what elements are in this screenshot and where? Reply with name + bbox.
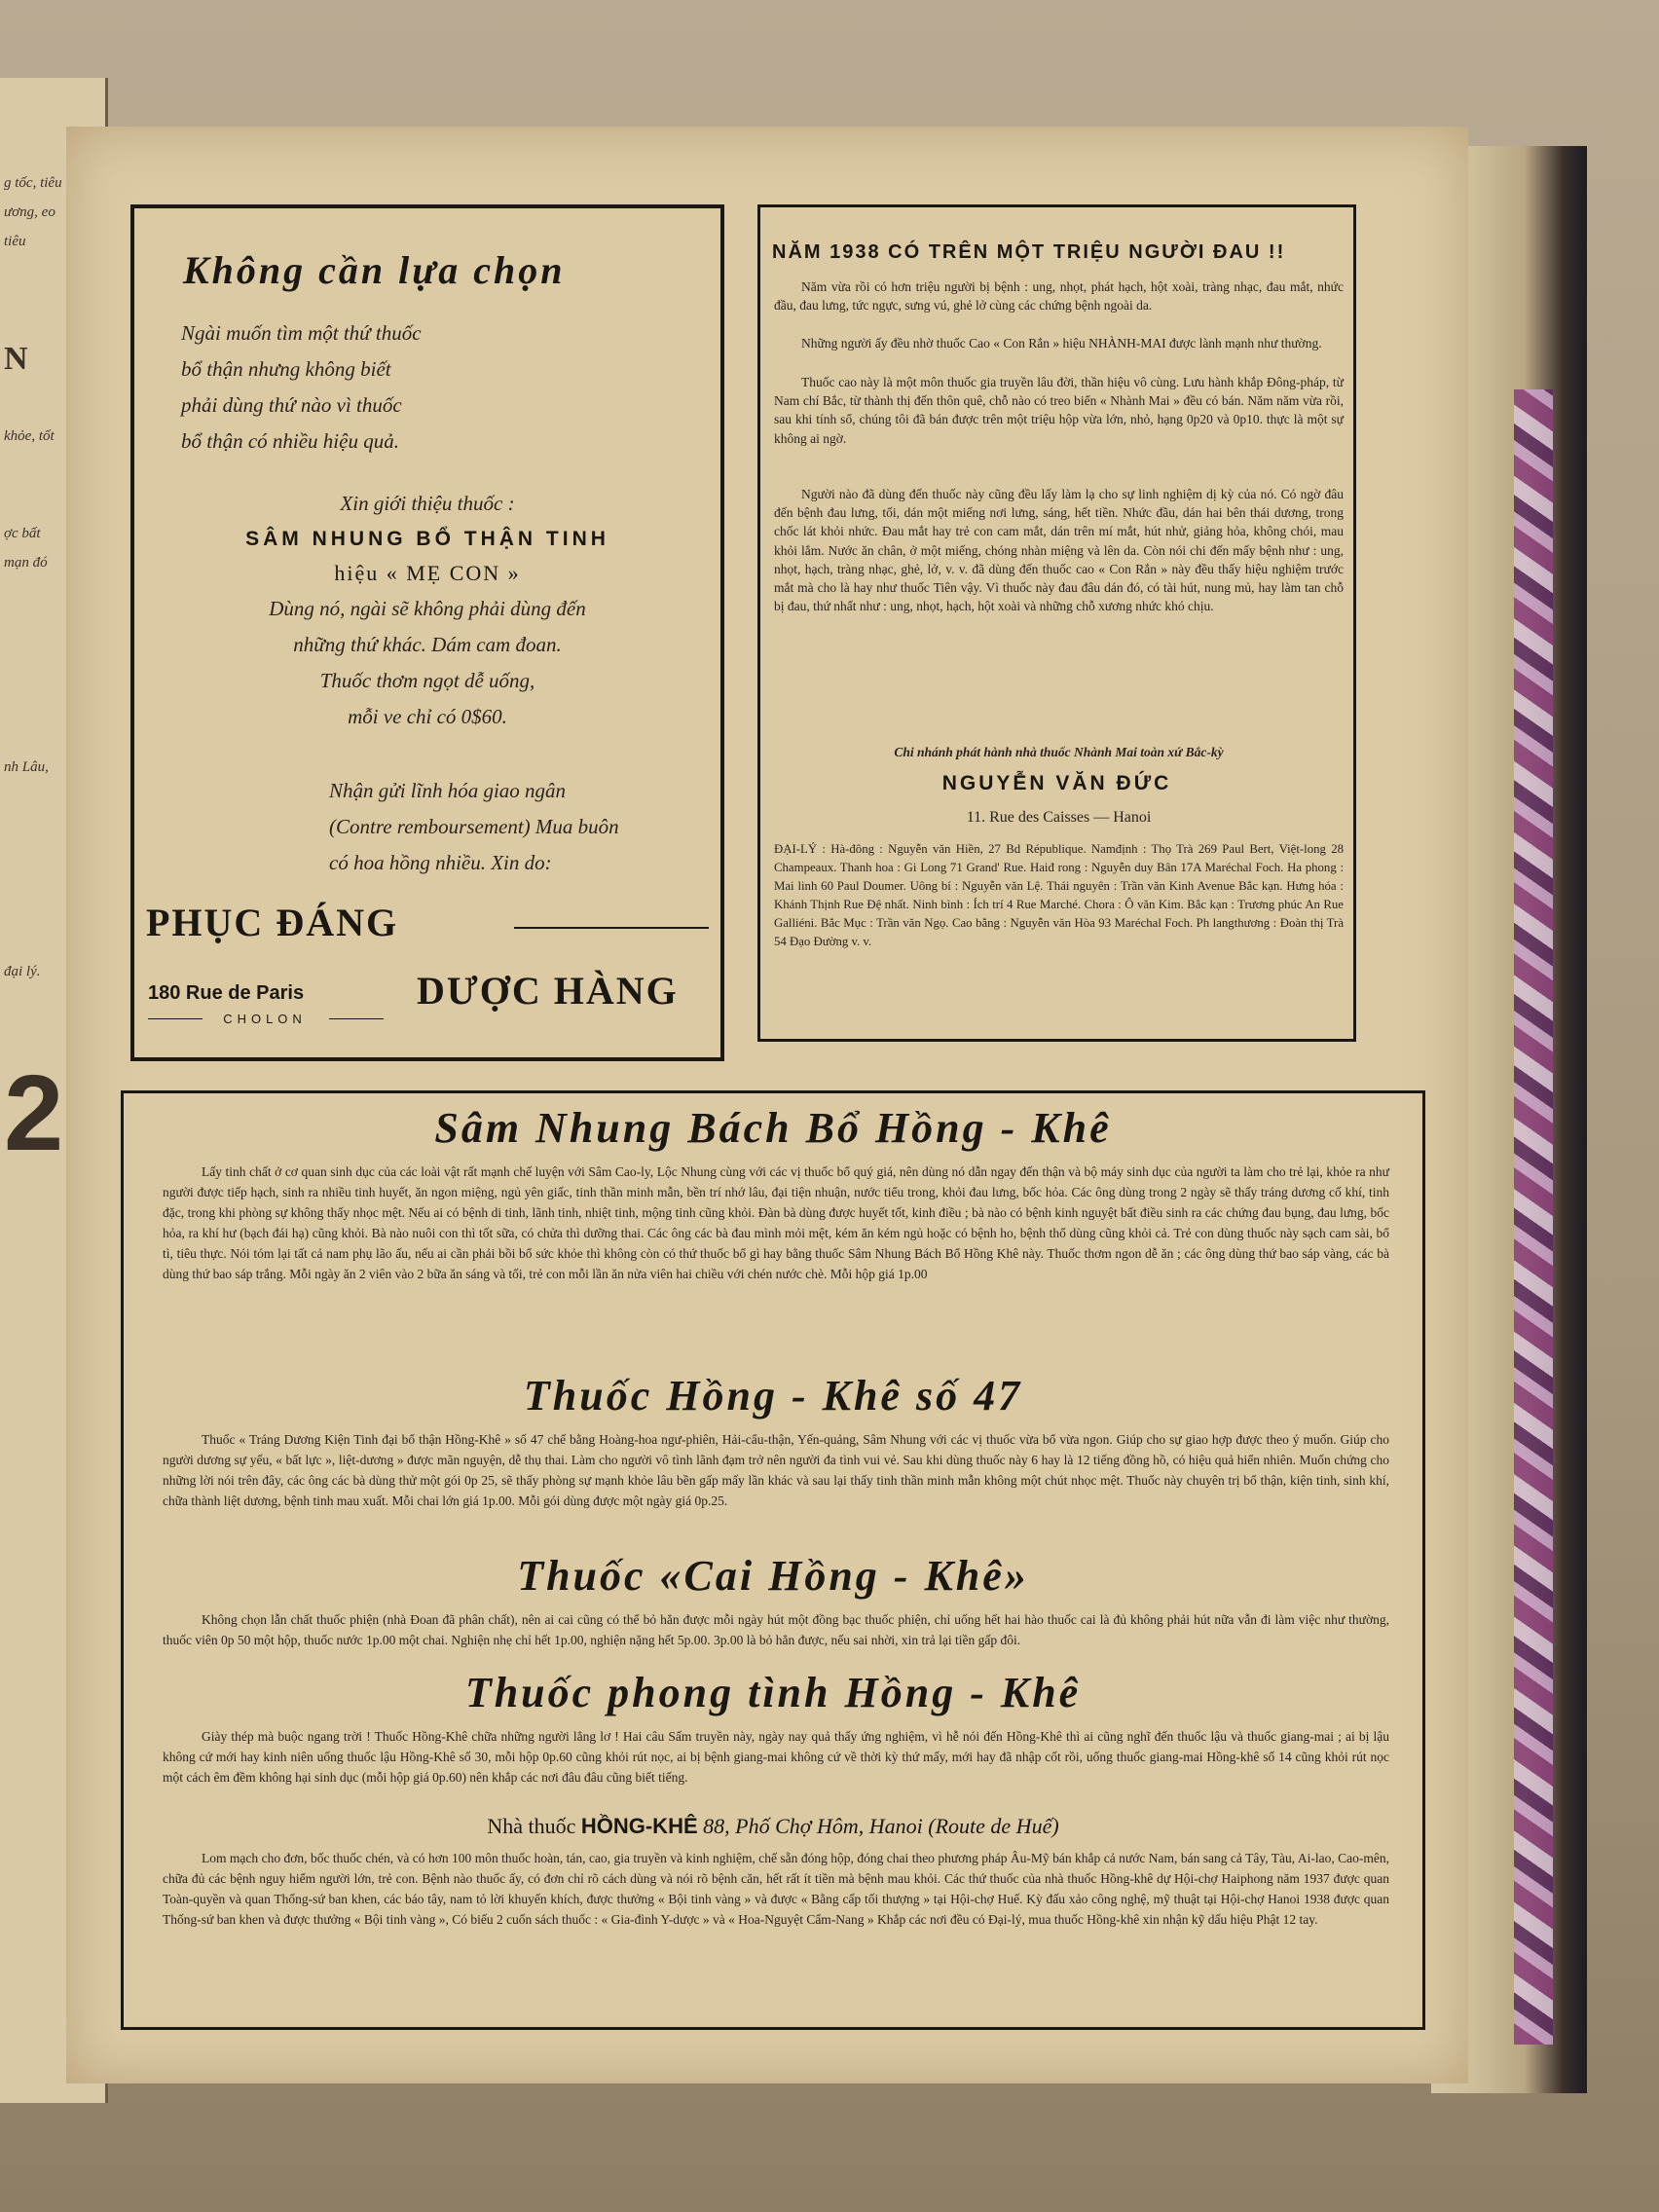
ad-paragraph: Người nào đã dùng đến thuốc này cũng đều lấy làm lạ cho sự linh nghiệm dị kỳ của nó. Có ngờ đâu đến bệnh đau lưng, tối, dán một miếng nơi lưng, sáng, hết tiền. Nhức đầu, dán hai bên thái dương, trong chốc lát khỏi nhức. Đau mắt hay trẻ con cam mắt, dán trên mí mắt, hút nhử, giảng hỏa, không chói, mau khỏi lắm. Nước ăn chân, ở một miếng, chóng nhàn miệng và lên da. Còn nói chi đến mấy bệnh như : ung, nhọt, hạch, tràng nhạc, ghẻ, lở, v. v. đã dùng đến thuốc cao « Con Rắn » này đều thấy hiệu nghiệm trước mắt mà cho là hay như thuốc Tiên vậy. Vì thuốc này đau đâu dán đó, có tài hút, nung mủ, hay làm tan chỗ bị đau, thứ nhất như : ung, nhọt, hạch, hột xoài và những chỗ xương nhức khó chịu. <box>774 487 1344 614</box>
ad-paragraph: Năm vừa rồi có hơn triệu người bị bệnh : ung, nhọt, phát hạch, hột xoài, tràng nhạc, đau mắt, nhức đầu, đau lưng, tức ngực, sưng vú, ghẻ lở cùng các chứng bệnh ngoài da. <box>774 279 1344 313</box>
ad-cao-con-ran <box>757 204 1356 1042</box>
left-fragment: ợc bất <box>4 526 41 541</box>
left-fragment: đại lý. <box>4 964 41 979</box>
shop-city: CHOLON <box>223 1012 307 1026</box>
ad-intro-line: bổ thận nhưng không biết <box>181 357 391 381</box>
left-fragment: ương, eo <box>4 204 55 220</box>
pharmacy-address: 88, Phố Chợ Hôm, Hanoi (Route de Huế) <box>703 1814 1059 1838</box>
left-fragment: mạn đó <box>4 555 48 571</box>
marbled-cover-edge <box>1514 389 1553 2045</box>
section-paragraph: Lom mạch cho đơn, bốc thuốc chén, và có hơn 100 môn thuốc hoàn, tán, cao, gia truyền và kinh nghiệm, chế sẵn đóng hộp, đóng chai theo phương pháp Âu-Mỹ bán khắp cả nước Nam, bán sang cả Tây, Tàu, Ai-lao, Cao-mên, chữa đủ các bệnh nguy hiểm người lớn, trẻ con. Bệnh nào thuốc ấy, có đơn chỉ rõ cách dùng và nói rõ bệnh căn, hết rất ít tiền mà bệnh mau khỏi. Các thứ thuốc của nhà thuốc Hồng-khê dự Hội-chợ Haiphong năm 1937 được quan Toàn-quyền và quan Thống-sứ ban khen, các báo tây, nam tỏ lời khuyến khích, được thưởng « Bội tinh vàng » và được « Bằng cấp tối thượng » tại Hội-chợ Huế. Kỳ đấu xảo công nghệ, mỹ thuật tại Hội-chợ Hanoi 1938 được quan Thống-sứ ban khen và được thưởng « Bội tinh vàng », Có biếu 2 cuốn sách thuốc : « Gia-đình Y-dược » và « Hoa-Nguyệt Cẩm-Nang » Khắp các nơi đều có Đại-lý, mua thuốc Hồng-khê xin nhận kỹ dấu hiệu Phật 12 tay. <box>163 1851 1389 1927</box>
ad-brand: hiệu « MẸ CON » <box>334 561 521 585</box>
left-fragment: nh Lâu, <box>4 759 49 775</box>
ad-claim-line: Thuốc thơm ngọt dễ uống, <box>319 669 535 692</box>
pharmacy-name: HỒNG-KHÊ <box>580 1814 698 1838</box>
left-fragment: khỏe, tốt <box>4 428 55 444</box>
ad-claim-line: mỗi ve chỉ có 0$60. <box>348 705 507 728</box>
section-title: Thuốc «Cai Hồng - Khê» <box>517 1552 1029 1600</box>
newspaper-page <box>66 127 1468 2083</box>
section-paragraph: Không chọn lẫn chất thuốc phiện (nhà Đoan đã phân chất), nên ai cai cũng có thể bỏ hẳn được mỗi ngày hút một đồng bạc thuốc phiện, chỉ uống hết hai hào thuốc cai là đủ không phải hút nữa vẫn đi làm việc như thường, thuốc viên 0p 50 một hộp, thuốc nước 1p.00 một chai. Nghiện nhẹ chỉ hết 1p.00, nghiện nặng hết 5p.00. 3p.00 là bỏ hẳn được, nếu sai nhời, xin trả lại tiền gấp đôi. <box>163 1612 1389 1647</box>
ad-intro-line: Ngài muốn tìm một thứ thuốc <box>181 321 422 345</box>
section-paragraph: Giày thép mà buộc ngang trời ! Thuốc Hồng-Khê chữa những người lẳng lơ ! Hai câu Sấm truyền này, ngày nay quả thấy ứng nghiệm, vì hễ nói đến Hồng-Khê thì ai cũng nghĩ đến thuốc lậu và thuốc giang-mai ; ai bị lậu không cứ mới hay kinh niên uống thuốc lậu Hồng-Khê số 30, mỗi hộp 0p.60 cũng khỏi rút nọc, ai bị bệnh giang-mai không cứ về thời kỳ thứ mấy, mới hay đã nhập cốt rồi, uống thuốc giang-mai Hồng-khê số 14 cũng khỏi rút nọc một cách êm đềm không hại sinh dục (mỗi hộp giá 0p.60) nên khắp các nơi đâu đâu cũng biết tiếng. <box>163 1729 1389 1785</box>
section-title: Thuốc phong tình Hồng - Khê <box>464 1669 1082 1716</box>
ad-title: Không cần lựa chọn <box>183 248 566 292</box>
agents-list: ĐẠI-LÝ : Hà-đông : Nguyễn văn Hiền, 27 Bd République. Namđịnh : Thọ Trà 269 Paul Bert, Việt-long 28 Champeaux. Thanh hoa : Gi Long 71 Grand' Rue. Haiđ rong : Nguyễn duy Bân 17A Maréchal Foch. Ha phong : Mai linh 60 Paul Doumer. Uông bí : Nguyễn văn Lệ. Thái nguyên : Trần văn Kinh Avenue Bắc kạn. Hưng hóa : Khánh Thịnh Rue Đệ nhất. Ninh bình : Ích trí 4 Rue Marché. Chora : Ô văn Kim. Bắc kạn : Trương phúc An Rue Galliéni. Bắc Mục : Trần văn Ngọ. Cao bằng : Nguyễn văn Hòa 93 Maréchal Foch. Ph langthương : Đoàn thị Trà 54 Đạo Đường v. v. <box>774 842 1344 948</box>
section-title: Sâm Nhung Bách Bổ Hồng - Khê <box>434 1104 1112 1152</box>
ad-introduce: Xin giới thiệu thuốc : <box>340 492 515 515</box>
section-title: Thuốc Hồng - Khê số 47 <box>523 1372 1023 1419</box>
divider <box>329 1018 384 1019</box>
ad-sam-nhung-me-con <box>130 204 724 1061</box>
ad-order-line: Nhận gửi lĩnh hóa giao ngân <box>329 779 567 802</box>
shop-address: 180 Rue de Paris <box>148 982 305 1004</box>
ad-paragraph: Những người ấy đều nhờ thuốc Cao « Con Rắn » hiệu NHÀNH-MAI được lành mạnh như thường. <box>801 336 1322 350</box>
ad-hong-khe <box>121 1090 1425 2030</box>
ad-intro-line: phải dùng thứ nào vì thuốc <box>181 393 402 417</box>
divider <box>514 927 709 929</box>
ad-title: NĂM 1938 CÓ TRÊN MỘT TRIỆU NGƯỜI ĐAU !! <box>772 241 1286 263</box>
branch-owner: NGUYỄN VĂN ĐỨC <box>941 772 1172 794</box>
ad-claim-line: những thứ khác. Dám cam đoan. <box>293 633 562 656</box>
ad-paragraph: Thuốc cao này là một môn thuốc gia truyền lâu đời, thần hiệu vô cùng. Lưu hành khắp Đông-pháp, từ Nam chí Bắc, từ thành thị đến thôn quê, chỗ nào có treo biển « Nhành Mai » đều có bán. Năm năm vừa rồi, sau khi tính sổ, chúng tôi đã bán được trên một triệu hộp vừa lớn, nhỏ, hạng 0p20 và 0p10. thực là một sự không ai ngờ. <box>774 375 1344 446</box>
shop-name: PHỤC ĐÁNG <box>146 901 399 944</box>
ad-claim-line: Dùng nó, ngài sẽ không phải dùng đến <box>269 597 586 620</box>
section-paragraph: Thuốc « Tráng Dương Kiện Tinh đại bổ thận Hồng-Khê » số 47 chế bằng Hoàng-hoa ngư-phiên, Hải-cẩu-thận, Yến-quảng, Sâm Nhung với các vị thuốc vừa bổ vừa ngon. Giúp cho sự giao hợp được theo ý muốn. Giúp cho người dương sự yếu, « bất lực », liệt-dương » được mãn nguyện, dễ thụ thai. Làm cho người vô tình lãnh đạm trở nên người đa tình vui vẻ. Sau khi dùng thuốc này 6 hay là 12 tiếng đồng hồ, có hiệu quả hiển nhiên. Muốn chứng cho những lời nói trên đây, các ông các bà dùng thử một gói 0p 25, sẽ thấy phòng sự mạnh khỏe lâu bền gấp mấy lần khác và sau lại thấy tinh thần minh mẫn không một chút nhọc mệt. Thuốc này chuyên trị bổ thận, kiện tinh, sinh khí, chữa thành liệt dương, bệnh tinh mau xuất. Mỗi chai lớn giá 1p.00. Mỗi gói dùng được một ngày giá 0p.25. <box>163 1432 1389 1508</box>
section-paragraph: Lấy tinh chất ở cơ quan sinh dục của các loài vật rất mạnh chế luyện với Sâm Cao-ly, Lộc Nhung cùng với các vị thuốc bổ quý giá, nên dùng nó dẫn ngay đến thận và bộ máy sinh dục của người ta làm cho trẻ lại, khỏe ra như người được tiếp hạch, sinh ra nhiều tinh huyết, ăn ngon miệng, ngủ yên giấc, tinh thần minh mẫn, bền trí nhớ lâu, đại tiện nhuận, nước tiểu trong, khỏi đau lưng, bốc hỏa. Các ông dùng trong 2 ngày sẽ thấy tráng dương cố khí, tinh đặc, trong khi phòng sự không thấy nhọc mệt. Nếu ai có bệnh di tinh, lãnh tinh, nhiệt tinh, mộng tinh cũng khỏi. Đàn bà dùng được huyết tốt, kinh điều ; bà nào có bệnh kinh nguyệt bất điều sinh ra các chứng đau bụng, đau lưng, bốc hỏa, ra khí hư (bạch đái hạ) cũng khỏi. Bà nào nuôi con thì tốt sữa, có chửa thì dưỡng thai. Các ông các bà đau mình mỏi mệt, kém ăn kém ngủ hoặc có bệnh ho, bệnh thổ dùng cũng khỏi cả. Trẻ con dùng thuốc này sạch cam sài, bổ tì, tiêu thực. Nói tóm lại tất cả nam phụ lão ấu, nếu ai cần phải bồi bổ sức khỏe thì không còn có thứ thuốc bổ gì hay bằng thuốc Sâm Nhung Bách Bổ Hồng Khê này. Thuốc thơm ngon dễ ăn ; các ông dùng thứ bao sáp vàng, các bà dùng thứ bao sáp trắng. Mỗi ngày ăn 2 viên vào 2 bữa ăn sáng và tối, trẻ con mỗi lần ăn nửa viên hai chiều với chén nước chè. Mỗi hộp giá 1p.00 <box>163 1164 1389 1281</box>
pharmacy-label: Nhà thuốc <box>487 1814 576 1838</box>
divider <box>148 1018 203 1019</box>
ad-order-line: (Contre remboursement) Mua buôn <box>329 815 619 838</box>
left-fragment: 2 <box>4 1053 64 1173</box>
left-fragment: tiêu <box>4 234 26 249</box>
ad-intro-line: bổ thận có nhiều hiệu quả. <box>181 429 399 453</box>
shop-type: DƯỢC HÀNG <box>417 969 679 1013</box>
pharmacy-heading <box>124 1814 1422 1839</box>
left-fragment: g tốc, tiêu <box>4 175 62 191</box>
left-fragment: N <box>4 341 28 377</box>
branch-address: 11. Rue des Caisses — Hanoi <box>966 809 1152 826</box>
ad-order-line: có hoa hồng nhiều. Xin do: <box>329 851 552 874</box>
ad-product-name: SÂM NHUNG BỔ THẬN TINH <box>245 528 609 550</box>
branch-note: Chi nhánh phát hành nhà thuốc Nhành Mai toàn xứ Bắc-kỳ <box>894 745 1224 759</box>
